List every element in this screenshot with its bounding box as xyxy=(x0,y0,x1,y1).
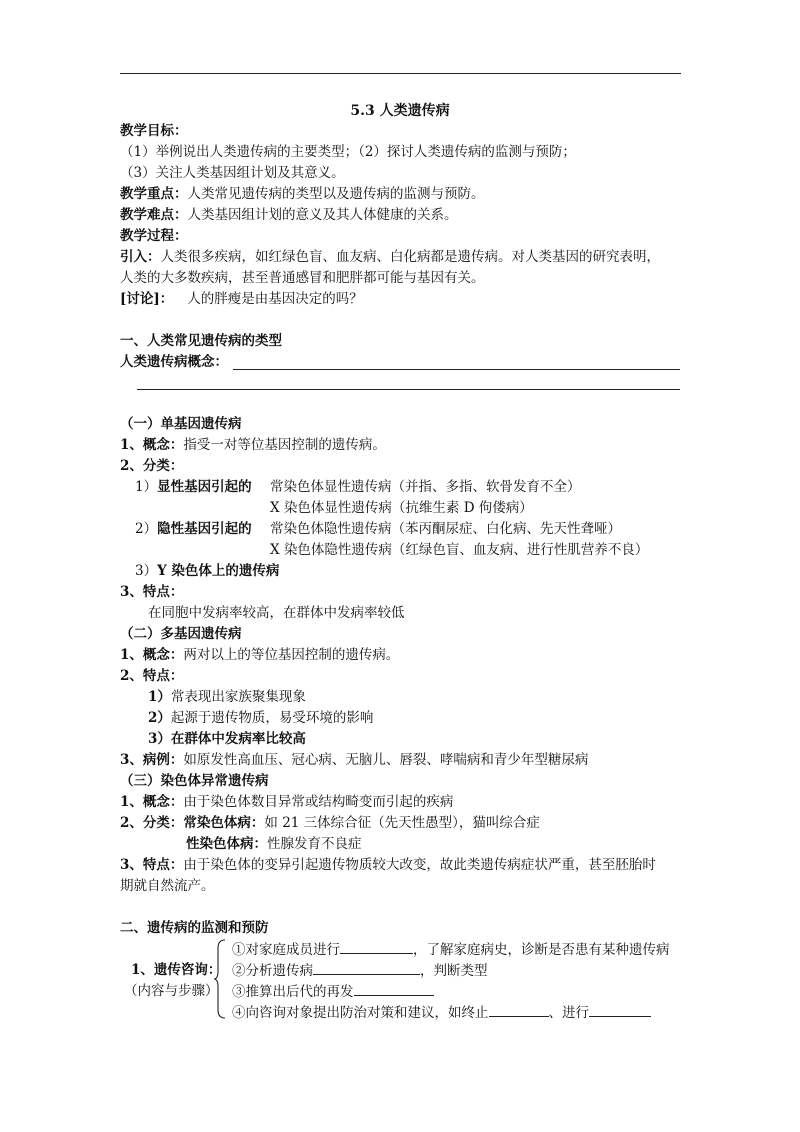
y-linked-label: Y 染色体上的遗传病 xyxy=(157,563,280,579)
step4-answer-blank-1[interactable] xyxy=(489,1002,549,1017)
consult-step-2 xyxy=(232,960,488,981)
consult-step-4 xyxy=(232,1002,651,1023)
chromosome-class-autosomal xyxy=(120,813,540,833)
chromosome-concept xyxy=(120,792,453,812)
multi-gene-concept xyxy=(120,645,399,665)
multi-gene-f1-prefix: 1） xyxy=(148,689,171,705)
concept-answer-line-2 xyxy=(137,389,680,390)
chromosome-feature-line-1 xyxy=(120,855,656,875)
multi-gene-concept-label: 1、概念： xyxy=(120,647,184,663)
multi-gene-concept-text: 两对以上的等位基因控制的遗传病。 xyxy=(183,647,400,663)
multi-gene-f2-text: 起源于遗传物质，易受环境的影响 xyxy=(170,710,374,726)
dominant-autosomal: 常染色体显性遗传病（并指、多指、软骨发育不全） xyxy=(270,479,581,495)
sex-chromosome-disease-label: 性染色体病： xyxy=(186,836,267,852)
single-gene-heading: （一）单基因遗传病 xyxy=(120,416,242,432)
recessive-row xyxy=(135,519,252,539)
goals-line-2: （3）关注人类基因组计划及其意义。 xyxy=(120,165,345,181)
single-gene-concept-label: 1、概念： xyxy=(120,437,184,453)
consult-label: 1、遗传咨询： xyxy=(131,962,222,978)
step2-text-b: ，判断类型 xyxy=(420,963,488,979)
dominant-row xyxy=(135,477,252,497)
curly-brace-icon xyxy=(213,939,227,1019)
chromosome-class-label: 2、分类： xyxy=(120,815,184,831)
intro-text-1: 人类很多疾病，如红绿色盲、血友病、白化病都是遗传病。对人类基因的研究表明， xyxy=(160,249,660,265)
step2-answer-blank[interactable] xyxy=(313,960,420,975)
autosomal-disease-label: 常染色体病： xyxy=(183,815,265,831)
difficult-point-text: 人类基因组计划的意义及其人体健康的关系。 xyxy=(187,207,458,223)
concept-answer-line-1 xyxy=(233,369,680,370)
dominant-prefix: 1） xyxy=(135,479,158,495)
sex-chromosome-disease-text: 性腺发育不良症 xyxy=(267,836,362,852)
multi-gene-f1-text: 常表现出家族聚集现象 xyxy=(170,689,306,705)
chromosome-feature-line-2: 期就自然流产。 xyxy=(120,878,215,894)
multi-gene-feature-label: 2、特点： xyxy=(120,668,184,684)
single-gene-feature-text: 在同胞中发病率较高，在群体中发病率较低 xyxy=(148,605,405,621)
multi-gene-heading: （二）多基因遗传病 xyxy=(120,626,242,642)
step2-text-a: ②分析遗传病 xyxy=(232,963,313,979)
recessive-autosomal: 常染色体隐性遗传病（苯丙酮尿症、白化病、先天性聋哑） xyxy=(270,521,621,537)
chromosome-feature-text-1: 由于染色体的变异引起遗传物质较大改变，故此类遗传病症状严重，甚至胚胎时 xyxy=(183,857,656,873)
section2-heading: 二、遗传病的监测和预防 xyxy=(120,920,269,936)
y-linked-prefix: 3） xyxy=(135,563,158,579)
step4-text-b: 、进行 xyxy=(548,1005,589,1021)
header-rule xyxy=(120,73,681,74)
multi-gene-feature-1 xyxy=(148,687,306,707)
key-point-text: 人类常见遗传病的类型以及遗传病的监测与预防。 xyxy=(187,186,485,202)
key-point-label: 教学重点： xyxy=(120,186,188,202)
recessive-label: 隐性基因引起的 xyxy=(157,521,252,537)
single-gene-concept-text: 指受一对等位基因控制的遗传病。 xyxy=(183,437,386,453)
autosomal-disease-text: 如 21 三体综合征（先天性愚型），猫叫综合症 xyxy=(264,815,540,831)
discussion-label: [讨论]： xyxy=(120,291,174,307)
key-point xyxy=(120,184,485,204)
chromosome-feature-label: 3、特点： xyxy=(120,857,184,873)
section1-heading: 一、人类常见遗传病的类型 xyxy=(120,333,282,349)
multi-gene-f3-text: 在群体中发病率比较高 xyxy=(170,731,306,747)
multi-gene-feature-3 xyxy=(148,729,306,749)
chromosome-class-sex xyxy=(186,834,362,854)
chromosome-concept-text: 由于染色体数目异常或结构畸变而引起的疾病 xyxy=(183,794,454,810)
single-gene-feature-label: 3、特点： xyxy=(120,584,184,600)
difficult-point xyxy=(120,205,458,225)
page-title: 5.3 人类遗传病 xyxy=(350,103,450,119)
multi-gene-example-label: 3、病例： xyxy=(120,752,184,768)
discussion-text: 人的胖瘦是由基因决定的吗？ xyxy=(187,291,363,307)
step3-answer-blank[interactable] xyxy=(354,981,434,996)
multi-gene-feature-2 xyxy=(148,708,373,728)
step1-text-a: ①对家庭成员进行 xyxy=(232,942,340,958)
chromosome-concept-label: 1、概念： xyxy=(120,794,184,810)
goals-line-1: （1）举例说出人类遗传病的主要类型；（2）探讨人类遗传病的监测与预防； xyxy=(120,144,576,160)
intro-line-1 xyxy=(120,247,660,267)
section1-concept-label: 人类遗传病概念： xyxy=(120,354,228,370)
chromosome-heading: （三）染色体异常遗传病 xyxy=(120,773,269,789)
dominant-label: 显性基因引起的 xyxy=(157,479,252,495)
multi-gene-example-text: 如原发性高血压、冠心病、无脑儿、唇裂、哮喘病和青少年型糖尿病 xyxy=(183,752,589,768)
consult-step-3 xyxy=(232,981,434,1002)
y-linked-row xyxy=(135,561,279,581)
step1-text-b: ，了解家庭病史，诊断是否患有某种遗传病 xyxy=(413,942,670,958)
intro-label: 引入： xyxy=(120,249,161,265)
dominant-x-linked: X 染色体显性遗传病（抗维生素 D 佝偻病） xyxy=(270,500,533,516)
difficult-point-label: 教学难点： xyxy=(120,207,188,223)
step4-answer-blank-2[interactable] xyxy=(589,1002,651,1017)
step3-text-a: ③推算出后代的再发 xyxy=(232,984,354,1000)
multi-gene-f2-prefix: 2） xyxy=(148,710,171,726)
single-gene-concept xyxy=(120,435,386,455)
step1-answer-blank[interactable] xyxy=(340,939,413,954)
multi-gene-example xyxy=(120,750,588,770)
consult-subtitle: （内容与步骤） xyxy=(124,983,219,999)
multi-gene-f3-prefix: 3） xyxy=(148,731,171,747)
step4-text-a: ④向咨询对象提出防治对策和建议，如终止 xyxy=(232,1005,489,1021)
recessive-prefix: 2） xyxy=(135,521,158,537)
single-gene-class-label: 2、分类： xyxy=(120,458,184,474)
discussion xyxy=(120,289,363,309)
process-heading: 教学过程： xyxy=(120,228,188,244)
intro-line-2: 人类的大多数疾病，甚至普通感冒和肥胖都可能与基因有关。 xyxy=(120,270,485,286)
recessive-x-linked: X 染色体隐性遗传病（红绿色盲、血友病、进行性肌营养不良） xyxy=(270,542,649,558)
consult-step-1 xyxy=(232,939,670,960)
goals-heading: 教学目标： xyxy=(120,123,188,139)
